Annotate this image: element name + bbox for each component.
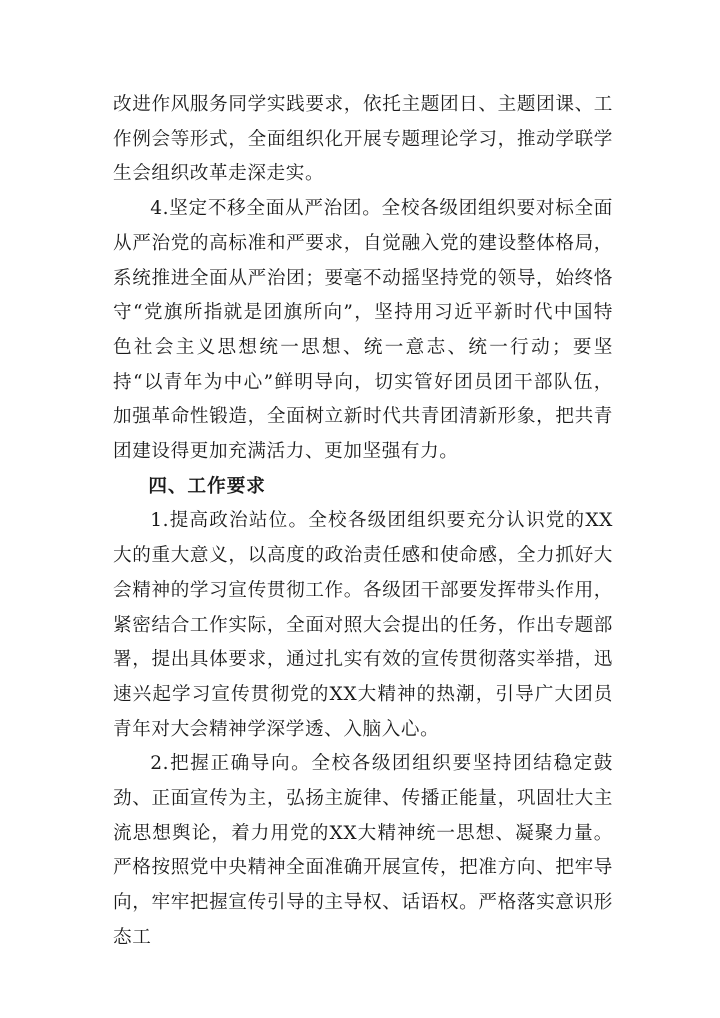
paragraph-political-stance: 1.提高政治站位。全校各级团组织要充分认识党的XX大的重大意义，以高度的政治责任感和使命感，全力抓好大会精神的学习宣传贯彻工作。各级团干部要发挥带头作用，紧密结合工作实际，全面对照大会提出的任务，作出专题部署，提出具体要求，通过扎实有效的宣传贯彻落实举措，迅速兴起学习宣传贯彻党的XX大精神的热潮，引导广大团员青年对大会精神学深学透、入脑入心。	[113, 510, 613, 740]
section-heading-work-requirements: 四、工作要求	[148, 475, 266, 497]
paragraph-strict-governance: 4.坚定不移全面从严治团。全校各级团组织要对标全面从严治党的高标准和严要求，自觉融入党的建设整体格局，系统推进全面从严治团；要毫不动摇坚持党的领导，始终恪守“党旗所指就是团旗所向”，坚持用习近平新时代中国特色社会主义思想统一思想、统一意志、统一行动；要坚持“以青年为中心”鲜明导向，切实管好团员团干部队伍，加强革命性锻造，全面树立新时代共青团清新形象，把共青团建设得更加充满活力、更加坚强有力。	[113, 198, 613, 463]
document-body	[113, 88, 613, 956]
paragraph-correct-guidance: 2.把握正确导向。全校各级团组织要坚持团结稳定鼓劲、正面宣传为主，弘扬主旋律、传播正能量，巩固壮大主流思想舆论，着力用党的XX大精神统一思想、凝聚力量。严格按照党中央精神全面准确开展宣传，把准方向、把牢导向，牢牢把握宣传引导的主导权、话语权。严格落实意识形态工	[113, 753, 613, 948]
paragraph-continuation: 改进作风服务同学实践要求，依托主题团日、主题团课、工作例会等形式，全面组织化开展专题理论学习，推动学联学生会组织改革走深走实。	[113, 94, 613, 185]
